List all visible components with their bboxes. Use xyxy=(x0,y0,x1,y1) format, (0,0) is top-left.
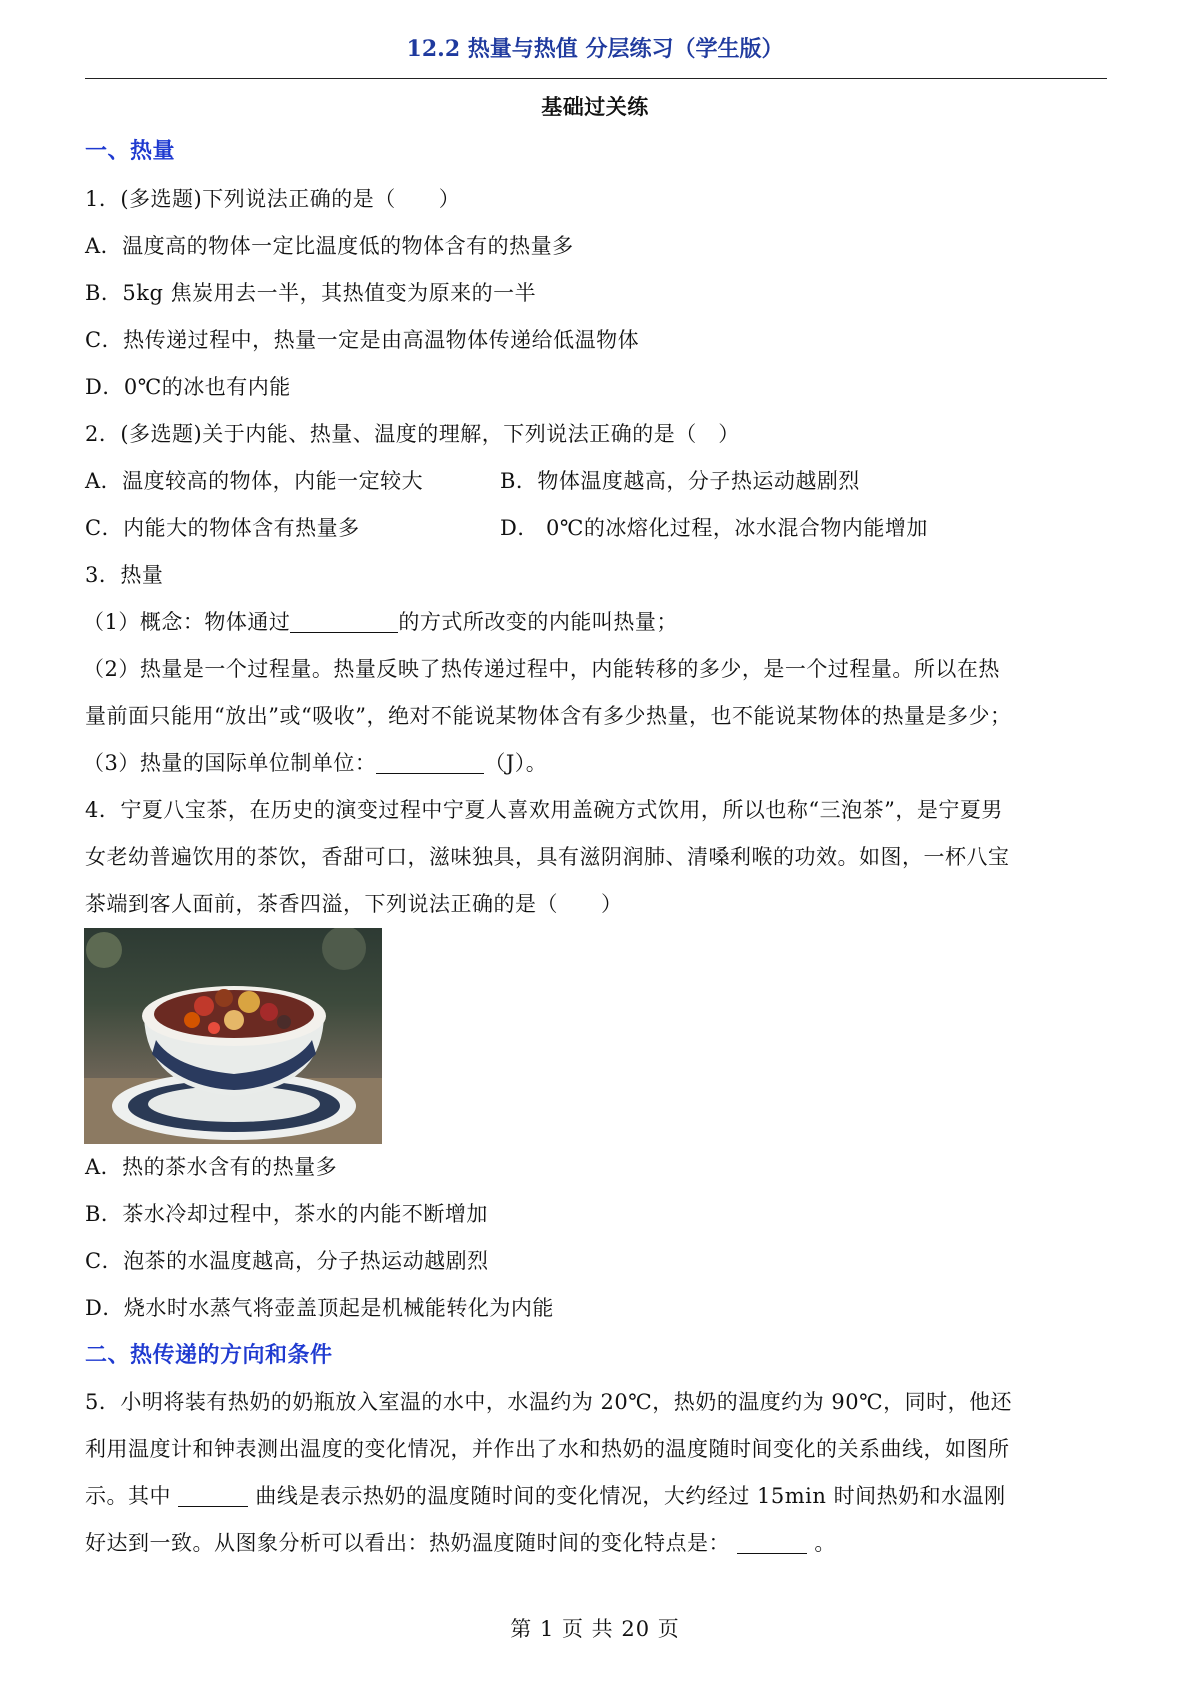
q4-option-b: B．茶水冷却过程中，茶水的内能不断增加 xyxy=(85,1202,488,1226)
section-heading-2: 二、热传递的方向和条件 xyxy=(85,1342,333,1368)
q1-option-d: D．0℃的冰也有内能 xyxy=(85,375,291,399)
q4-stem-line-2: 女老幼普遍饮用的茶饮，香甜可口，滋味独具，具有滋阴润肺、清嗓利喉的功效。如图，一杯八宝 xyxy=(85,845,1010,869)
q2-options-row-2 xyxy=(85,513,1107,543)
q2-option-c: C．内能大的物体含有热量多 xyxy=(85,516,360,540)
q4-option-a: A．热的茶水含有的热量多 xyxy=(85,1155,338,1179)
q3-part-2-line-1: （2）热量是一个过程量。热量反映了热传递过程中，内能转移的多少，是一个过程量。所以在热 xyxy=(83,657,1000,681)
q5-stem-line-4: 好达到一致。从图象分析可以看出：热奶温度随时间的变化特点是： 。 xyxy=(85,1531,836,1555)
q3-stem: 3．热量 xyxy=(85,563,164,587)
q4-stem-line-3: 茶端到客人面前，茶香四溢，下列说法正确的是（ ） xyxy=(85,892,623,916)
q3-part-2-line-2: 量前面只能用“放出”或“吸收”，绝对不能说某物体含有多少热量，也不能说某物体的热量是多少； xyxy=(85,704,1012,728)
answer-blank[interactable] xyxy=(376,751,484,774)
q1-option-a: A．温度高的物体一定比温度低的物体含有的热量多 xyxy=(85,234,574,258)
q1-option-c: C．热传递过程中，热量一定是由高温物体传递给低温物体 xyxy=(85,328,640,352)
q5-stem-line-1: 5．小明将装有热奶的奶瓶放入室温的水中，水温约为 20℃，热奶的温度约为 90℃，同时，他还 xyxy=(85,1390,1013,1414)
q1-stem: 1．(多选题)下列说法正确的是（ ） xyxy=(85,187,461,211)
q5-stem-line-3: 示。其中 曲线是表示热奶的温度随时间的变化情况，大约经过 15min 时间热奶和水温刚 xyxy=(85,1484,1006,1508)
babao-tea-photo xyxy=(84,928,382,1144)
q4-option-c: C．泡茶的水温度越高，分子热运动越剧烈 xyxy=(85,1249,489,1273)
document-title: 12.2 热量与热值 分层练习（学生版） xyxy=(406,36,784,62)
subtitle: 基础过关练 xyxy=(541,94,649,119)
q5-stem-line-2: 利用温度计和钟表测出温度的变化情况，并作出了水和热奶的温度随时间变化的关系曲线，如图所 xyxy=(85,1437,1010,1461)
q2-options-row-1 xyxy=(85,466,1107,496)
q1-option-b: B．5kg 焦炭用去一半，其热值变为原来的一半 xyxy=(85,281,537,305)
answer-blank[interactable] xyxy=(737,1531,807,1554)
q2-option-a: A．温度较高的物体，内能一定较大 xyxy=(85,469,424,493)
q3-part-1: （1）概念：物体通过 的方式所改变的内能叫热量； xyxy=(83,610,678,634)
q2-option-d: D． 0℃的冰熔化过程，冰水混合物内能增加 xyxy=(500,516,928,540)
section-heading-1: 一、热量 xyxy=(85,138,176,164)
answer-blank[interactable] xyxy=(178,1484,248,1507)
header-divider xyxy=(85,78,1107,79)
q4-stem-line-1: 4．宁夏八宝茶，在历史的演变过程中宁夏人喜欢用盖碗方式饮用，所以也称“三泡茶”，是宁夏男 xyxy=(85,798,1003,822)
q4-option-d: D．烧水时水蒸气将壶盖顶起是机械能转化为内能 xyxy=(85,1296,554,1320)
q2-option-b: B．物体温度越高，分子热运动越剧烈 xyxy=(500,469,860,493)
tea-bowl-illustration xyxy=(84,928,382,1144)
page-number-footer: 第 1 页 共 20 页 xyxy=(510,1617,680,1641)
q3-part-3: （3）热量的国际单位制单位： （J）。 xyxy=(83,751,548,775)
answer-blank[interactable] xyxy=(290,610,398,633)
q2-stem: 2．(多选题)关于内能、热量、温度的理解，下列说法正确的是（ ） xyxy=(85,422,740,446)
